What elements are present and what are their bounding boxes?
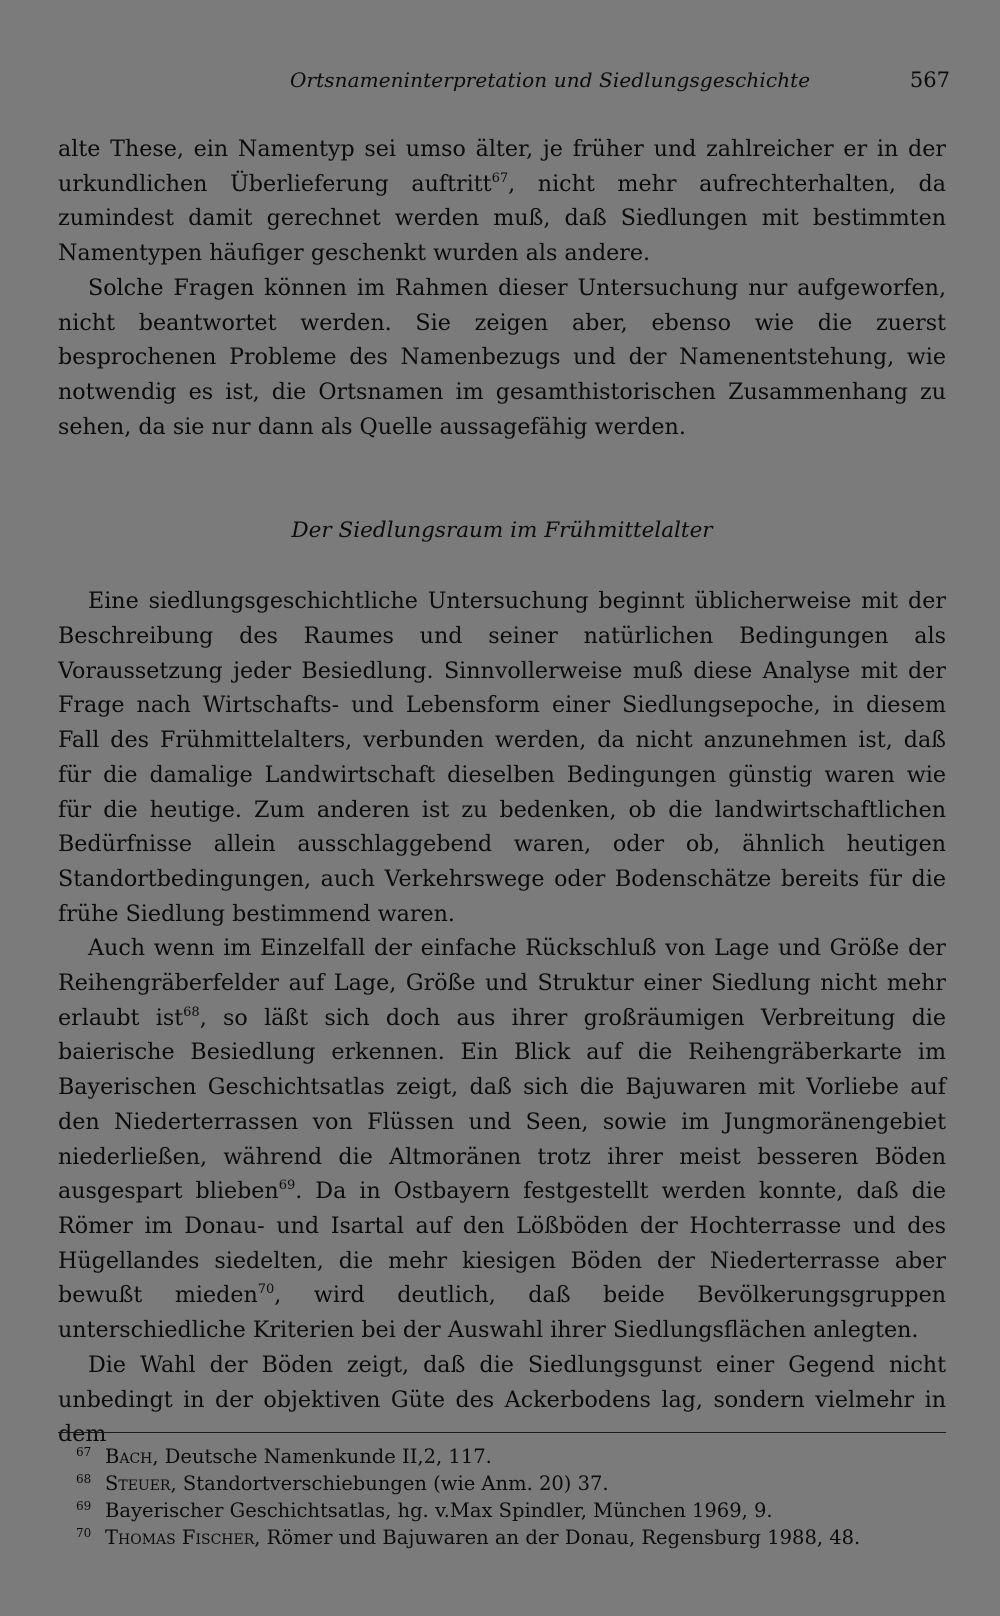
paragraph-4-text-a: Auch wenn im Einzelfall der einfache Rückschluß von Lage und Größe der Reihengräberfelder auf Lage, Größe und Struktur einer Siedlung nicht mehr erlaubt ist	[58, 935, 946, 1031]
section-heading: Der Siedlungsraum im Frühmittelalter	[291, 518, 713, 544]
footnote-67	[58, 1443, 946, 1470]
footnote-text	[105, 1497, 773, 1524]
paragraph-5: Die Wahl der Böden zeigt, daß die Siedlungsgunst einer Gegend nicht unbedingt in der objektiven Güte des Ackerbodens lag, sondern vielmehr in dem	[58, 1351, 946, 1448]
paragraph-1	[58, 132, 946, 271]
paragraph-4	[58, 931, 946, 1347]
footnotes	[58, 1432, 946, 1551]
footnote-body: , Standortverschiebungen (wie Anm. 20) 37.	[170, 1472, 609, 1495]
footnote-number: 69	[76, 1499, 92, 1513]
footnote-text	[105, 1443, 492, 1470]
paragraph-4-text-b: , so läßt sich doch aus ihrer großräumigen Verbreitung die baierische Besiedlung erkennen. Ein Blick auf die Reihengräberkarte im Bayerischen Geschichtsatlas zeigt, daß sich die Bajuwaren mit Vorliebe auf den Niederterrassen von Flüssen und Seen, sowie im Jungmoränengebiet niederließen, während die Altmoränen trotz ihrer meist besseren Böden ausgespart blieben	[58, 1004, 946, 1205]
paragraph-4-text-c: . Da in Ostbayern festgestellt werden konnte, daß die Römer im Donau- und Isartal auf den Lößböden der Hochterrasse und des Hügellandes siedelten, die mehr kiesigen Böden der Niederterrasse aber bewußt mieden	[58, 1178, 946, 1309]
footnote-ref-68: 68	[183, 1004, 200, 1020]
running-head	[60, 62, 950, 102]
footnote-body: , Deutsche Namenkunde II,2, 117.	[152, 1445, 492, 1468]
paragraph-1-text-b: , nicht mehr aufrechterhalten, da zumindest damit gerechnet werden muß, daß Siedlungen mit bestimmten Namentypen häufiger geschenkt wurden als andere.	[58, 170, 946, 267]
footnote-author: Thomas Fischer	[105, 1526, 255, 1549]
paragraph-2: Solche Fragen können im Rahmen dieser Untersuchung nur aufgeworfen, nicht beantwortet werden. Sie zeigen aber, ebenso wie die zuerst besprochenen Probleme des Namenbezugs und der Namenentstehung, wie notwendig es ist, die Ortsnamen im gesamthistorischen Zusammenhang zu sehen, da sie nur dann als Quelle aussagefähig werden.	[58, 274, 946, 440]
footnote-70	[58, 1524, 946, 1551]
footnote-author: Steuer	[105, 1472, 171, 1495]
footnote-author: Bach	[105, 1445, 153, 1468]
footnote-body: , Römer und Bajuwaren an der Donau, Regensburg 1988, 48.	[254, 1526, 861, 1549]
footnote-ref-70: 70	[257, 1282, 275, 1298]
footnote-ref-69: 69	[278, 1178, 296, 1194]
footnote-number: 70	[76, 1526, 92, 1540]
footnote-body: Bayerischer Geschichtsatlas, hg. v.Max Spindler, München 1969, 9.	[105, 1499, 773, 1522]
footnote-ref-67: 67	[491, 170, 509, 186]
footnote-text	[105, 1470, 609, 1497]
page-number: 567	[909, 68, 950, 92]
paragraph-1-text-a: alte These, ein Namentyp sei umso älter, je früher und zahlreicher er in der urkundlichen Überlieferung auftritt	[58, 136, 946, 197]
paragraph-3: Eine siedlungsgeschichtliche Untersuchung beginnt üblicherweise mit der Beschreibung des Raumes und seiner natürlichen Bedingungen als Voraussetzung jeder Besiedlung. Sinnvollerweise muß diese Analyse mit der Frage nach Wirtschafts- und Lebensform einer Siedlungsepoche, in diesem Fall des Frühmittelalters, verbunden werden, da nicht anzunehmen ist, daß für die damalige Landwirtschaft dieselben Bedingungen günstig waren wie für die heutige. Zum anderen ist zu bedenken, ob die landwirtschaftlichen Bedürfnisse allein ausschlaggebend waren, oder ob, ähnlich heutigen Standortbedingungen, auch Verkehrswege oder Bodenschätze bereits für die frühe Siedlung bestimmend waren.	[58, 588, 946, 927]
footnote-68	[58, 1470, 946, 1497]
footnote-number: 68	[76, 1472, 92, 1486]
body-text	[58, 132, 946, 1452]
footnote-text	[105, 1524, 860, 1551]
footnote-69	[58, 1497, 946, 1524]
footnote-number: 67	[76, 1445, 92, 1459]
running-title: Ortsnameninterpretation und Siedlungsgeschichte	[290, 68, 811, 92]
paragraph-4-text-d: , wird deutlich, daß beide Bevölkerungsgruppen unterschiedliche Kriterien bei der Auswahl ihrer Siedlungsflächen anlegten.	[58, 1282, 946, 1344]
